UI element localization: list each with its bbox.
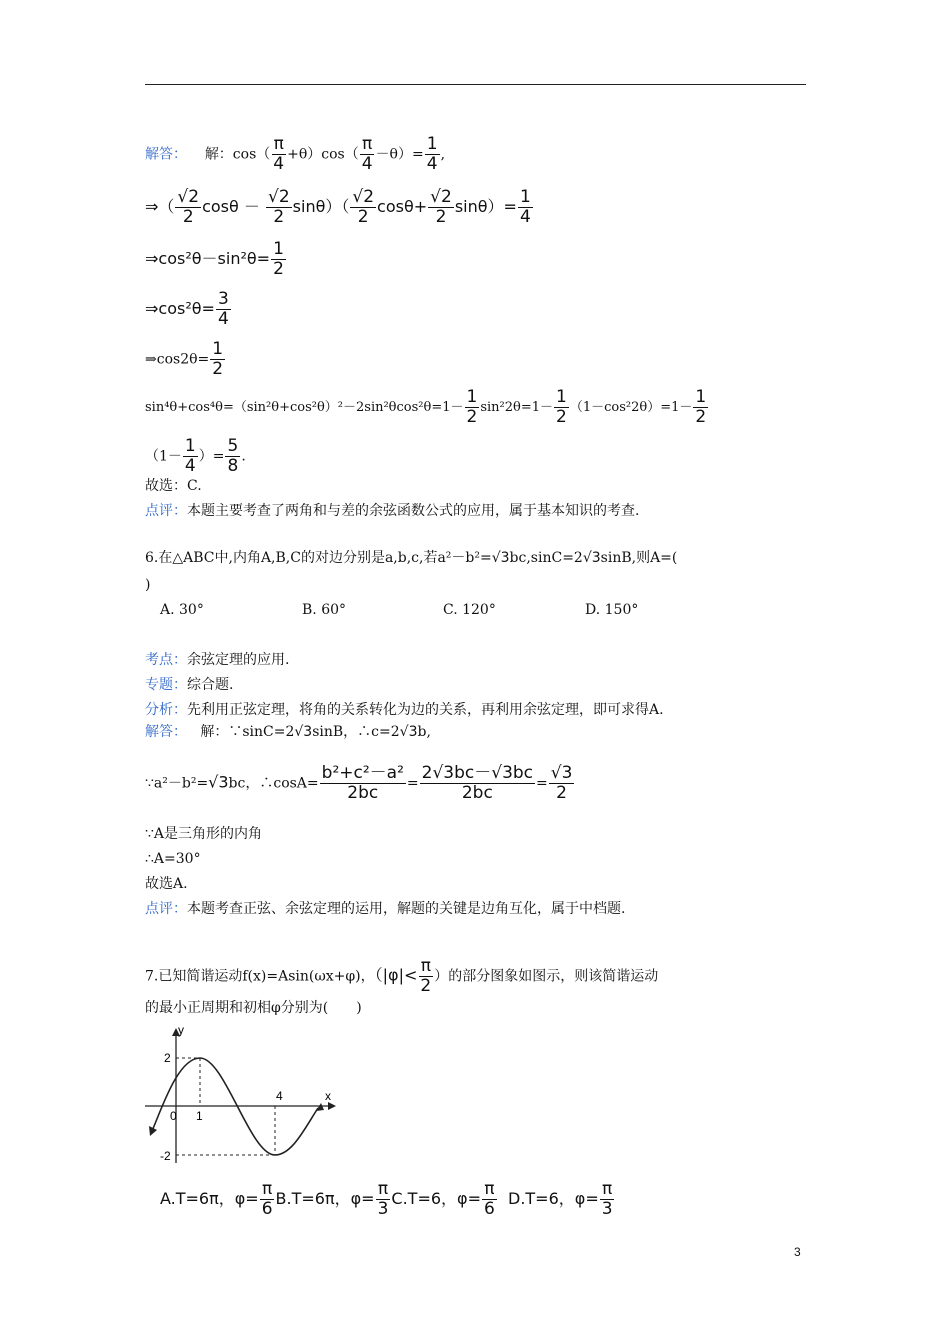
fraction: $\frac{5}{8}$	[227, 436, 239, 476]
fraction: $\frac{1}{4}$	[426, 134, 438, 174]
page-number: 3	[794, 1245, 801, 1259]
fraction: $\frac{√2}{2}$	[268, 187, 290, 227]
fraction: $\frac{1}{2}$	[273, 239, 284, 279]
fraction: $\frac{\pi}{2}$	[420, 956, 432, 996]
fraction: $\frac{\pi}{6}$	[261, 1179, 273, 1219]
p5-solution-line3: ⇒cos²θ－sin²θ= $\frac{1}{2}$	[145, 239, 284, 279]
fraction: $\frac{1}{2}$	[556, 387, 567, 427]
fraction: $\frac{√2}{2}$	[177, 187, 200, 227]
p7-option-d: D.T=6，φ=	[508, 1189, 599, 1208]
fraction: $\frac{\pi}{3}$	[601, 1179, 613, 1219]
p6-option-b: B. 60°	[302, 602, 347, 618]
p5-choose: 故选：C.	[145, 478, 202, 494]
fraction: $\frac{1}{4}$	[519, 187, 531, 227]
p6-fenxi: 分析：先利用正弦定理，将角的关系转化为边的关系，再利用余弦定理，即可求得A.	[145, 702, 664, 718]
p7-question-line1: 7.已知简谐运动f(x)=Asin(ωx+φ)，（|φ|< $\frac{\pi}{2}$ ）的部分图象如图示，则该简谐运动	[145, 956, 659, 996]
sine-graph	[140, 1018, 340, 1168]
p6-solution-line1: 解答： 解：∵sinC=2√3sinB，∴c=2√3b,	[145, 724, 431, 740]
fraction: $\frac{1}{2}$	[212, 339, 224, 379]
header-rule	[145, 84, 806, 85]
p7-question-line2: 的最小正周期和初相φ分别为( )	[145, 1000, 362, 1016]
tick-label-1: 1	[196, 1109, 203, 1123]
p6-option-c: C. 120°	[443, 602, 496, 618]
p7-option-a: A.T=6π，φ=	[160, 1189, 259, 1208]
p5-solution-line2: ⇒（ $\frac{√2}{2}$ cosθ － $\frac{√2}{2}$ sinθ）（ $\frac{√2}{2}$ cosθ+ $\frac{√2}{2}$ sinθ）= $\frac{1}{4}$	[145, 187, 531, 227]
fraction: $\frac{\pi}{3}$	[377, 1179, 389, 1219]
p6-question-close: )	[145, 577, 151, 593]
p5-solution-line4: ⇒cos²θ= $\frac{3}{4}$	[145, 289, 229, 329]
p6-option-a: A. 30°	[160, 602, 204, 618]
y-axis-label: y	[178, 1023, 184, 1037]
tick-label-4: 4	[276, 1089, 283, 1103]
fraction: $\frac{√2}{2}$	[430, 187, 452, 227]
p5-solution-line5: ⇒cos2θ= $\frac{1}{2}$	[145, 339, 224, 379]
answer-label: 解答：	[145, 146, 187, 163]
fraction: $\frac{1}{2}$	[695, 387, 707, 427]
p6-comment: 点评：本题考查正弦、余弦定理的运用，解题的关键是边角互化，属于中档题.	[145, 901, 626, 917]
tick-label-2: 2	[164, 1051, 171, 1065]
fraction: $\frac{√3}{2}$	[550, 763, 573, 803]
p5-solution-line1: 解答： 解：cos（ $\frac{\pi}{4}$ +θ）cos（ $\frac{\pi}{4}$ －θ）= $\frac{1}{4}$ ,	[145, 134, 446, 174]
fraction: $\frac{√2}{2}$	[352, 187, 375, 227]
p6-kaodian: 考点：余弦定理的应用.	[145, 652, 290, 668]
p5-solution-line7: （1－ $\frac{1}{4}$ ）= $\frac{5}{8}$ .	[145, 436, 246, 476]
p7-options	[160, 1180, 616, 1219]
p6-zhuanti: 专题：综合题.	[145, 677, 234, 693]
fraction: $\frac{2√3bc-√3bc}{2bc}$	[421, 763, 534, 803]
p7-option-b: B.T=6π，φ=	[275, 1189, 375, 1208]
fraction: $\frac{1}{4}$	[184, 436, 196, 476]
fraction: $\frac{3}{4}$	[217, 289, 229, 329]
p6-option-d: D. 150°	[585, 602, 639, 618]
x-axis-label: x	[325, 1089, 331, 1103]
fraction: $\frac{\pi}{4}$	[273, 134, 285, 174]
p5-comment: 点评：本题主要考查了两角和与差的余弦函数公式的应用，属于基本知识的考查.	[145, 503, 640, 519]
p6-choose: 故选A.	[145, 876, 188, 892]
fraction: $\frac{1}{2}$	[466, 387, 478, 427]
origin-label: 0	[170, 1109, 177, 1123]
fraction: $\frac{\pi}{4}$	[361, 134, 373, 174]
p7-option-c: C.T=6，φ=	[391, 1189, 481, 1208]
p6-solution-line4: ∴A=30°	[145, 851, 201, 867]
x-axis-arrow	[328, 1102, 336, 1110]
p6-solution-line3: ∵A是三角形的内角	[145, 826, 263, 842]
fraction: $\frac{\text{b²+c²－a²}}{2bc}$	[321, 763, 404, 803]
tick-label-neg2: -2	[160, 1149, 171, 1163]
p6-question: 6.在△ABC中,内角A,B,C的对边分别是a,b,c,若a²－b²=√3bc,sinC=2√3sinB,则A=(	[145, 550, 678, 566]
fraction: $\frac{\pi}{6}$	[484, 1179, 495, 1219]
p6-solution-line2: ∵a²－b²=√3bc，∴cosA= $\frac{\text{b²+c²－a²}}{2bc}$ = $\frac{2√3bc-√3bc}{2bc}$ = $\frac{√3}{2}$	[145, 763, 573, 803]
p5-solution-line6: sin⁴θ+cos⁴θ=（sin²θ+cos²θ）²－2sin²θcos²θ=1－ $\frac{1}{2}$ sin²2θ=1－ $\frac{1}{2}$ （1－cos²2θ）=1－ $\frac{1}{2}$	[145, 387, 707, 427]
curve-arrow-right	[316, 1103, 324, 1111]
